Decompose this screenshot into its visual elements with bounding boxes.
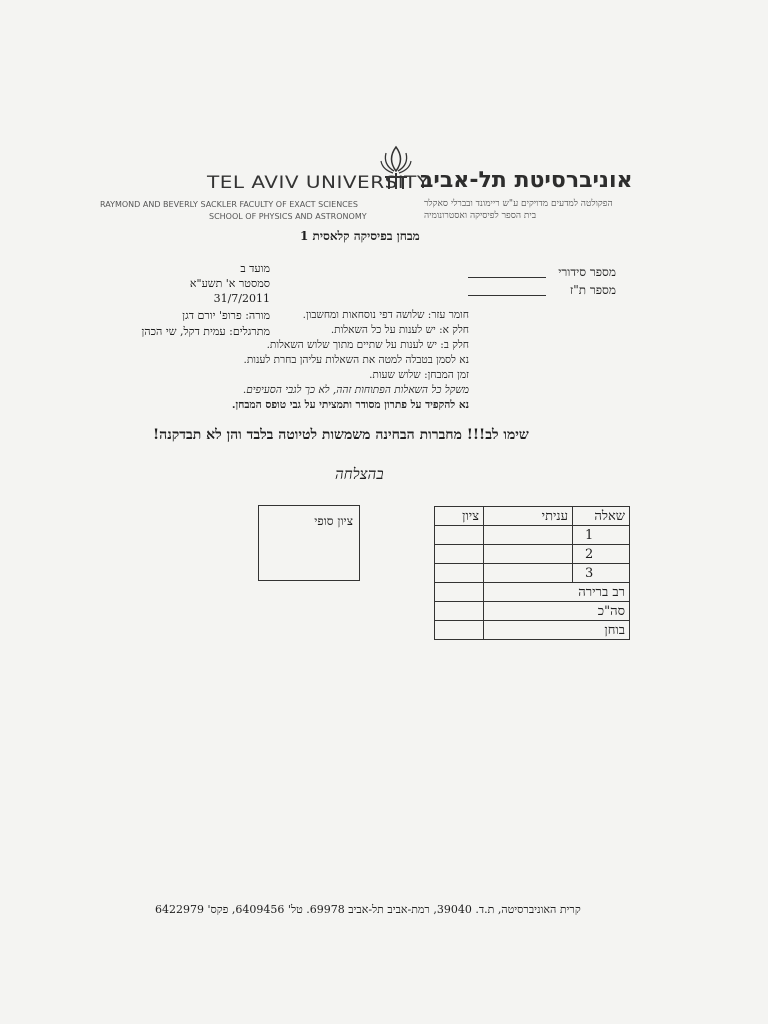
- table-row: [435, 526, 630, 545]
- university-emblem-icon: [377, 143, 415, 191]
- draft-warning: שימו לב!!! מחברות הבחינה משמשות לטיוטה בלבד והן לא תבדקנה!: [153, 427, 529, 443]
- id-number-label: מספר ת"ז: [569, 283, 616, 297]
- table-row: [435, 545, 630, 564]
- university-name-en: TEL AVIV UNIVERSITY: [207, 171, 430, 193]
- grade-cell[interactable]: [435, 526, 484, 545]
- grade-cell[interactable]: [435, 621, 484, 640]
- school-name-he: בית הספר לפיסיקה ואסטרונומיה: [424, 211, 537, 221]
- table-header-row: [435, 507, 630, 526]
- serial-number-label: מספר סידורי: [558, 265, 616, 279]
- instruction-line: נא לסמן בטבלה למטה את השאלות עליהן בחרת לענות.: [243, 354, 469, 366]
- final-grade-label: ציון סופי: [314, 514, 353, 528]
- faculty-name-he: הפקולטה למדעים מדויקים ע"ש ריימונד ובברלי סאקלר: [424, 199, 613, 209]
- grades-table: [434, 506, 630, 640]
- university-name-he: אוניברסיטת תל-אביב: [420, 168, 633, 193]
- exam-tutors: מתרגלים: עמית דקל, שי הכהן: [141, 325, 270, 338]
- grade-cell[interactable]: [435, 602, 484, 621]
- table-row: [435, 583, 630, 602]
- instruction-line: נא להקפיד על פתרון מסודר ותמציתי על גבי טופס המבחן.: [231, 399, 469, 411]
- summary-label: בוחן: [484, 621, 630, 640]
- id-number-field[interactable]: [468, 295, 546, 296]
- faculty-name-en: RAYMOND AND BEVERLY SACKLER FACULTY OF EXACT SCIENCES: [100, 200, 358, 209]
- question-number: 1: [573, 526, 630, 545]
- exam-title: מבחן בפיסיקה קלאסית 1: [300, 229, 420, 243]
- table-row: [435, 621, 630, 640]
- good-luck-text: בהצלחה: [335, 465, 384, 483]
- school-name-en: SCHOOL OF PHYSICS AND ASTRONOMY: [209, 212, 367, 221]
- exam-moed: מועד ב: [240, 262, 270, 275]
- grade-cell[interactable]: [435, 564, 484, 583]
- instruction-line: חלק א: יש לענות על כל השאלות.: [330, 324, 469, 336]
- instruction-line: חומר עזר: שלושה דפי נוסחאות ומחשבון.: [302, 309, 469, 321]
- summary-label: סה"כ: [484, 602, 630, 621]
- answered-cell[interactable]: [484, 545, 573, 564]
- question-number: 2: [573, 545, 630, 564]
- grade-cell[interactable]: [435, 545, 484, 564]
- footer-address: קרית האוניברסיטה, ת.ד. 39040, רמת-אביב תל-אביב 69978. טל' 6409456, פקס' 6422979: [155, 903, 581, 916]
- question-number: 3: [573, 564, 630, 583]
- answered-cell[interactable]: [484, 564, 573, 583]
- header-grade: ציון: [435, 507, 484, 526]
- answered-cell[interactable]: [484, 526, 573, 545]
- serial-number-field[interactable]: [468, 277, 546, 278]
- exam-date: 31/7/2011: [213, 292, 270, 305]
- instruction-line: חלק ב: יש לענות על שתיים מתוך שלוש השאלות.: [266, 339, 469, 351]
- header-question: שאלה: [573, 507, 630, 526]
- final-grade-box[interactable]: [258, 505, 360, 581]
- table-row: [435, 564, 630, 583]
- grade-cell[interactable]: [435, 583, 484, 602]
- header-answered: עניתי: [484, 507, 573, 526]
- table-row: [435, 602, 630, 621]
- summary-label: רב ברירה: [484, 583, 630, 602]
- instruction-line: משקל כל השאלות הפתוחות זהה, לא כך לגבי הסעיפים.: [242, 384, 469, 396]
- exam-semester: סמסטר א' תשע"א: [189, 277, 270, 290]
- instruction-line: זמן המבחן: שלוש שעות.: [369, 369, 469, 381]
- exam-teacher: מורה: פרופ' יורם דגן: [182, 309, 270, 322]
